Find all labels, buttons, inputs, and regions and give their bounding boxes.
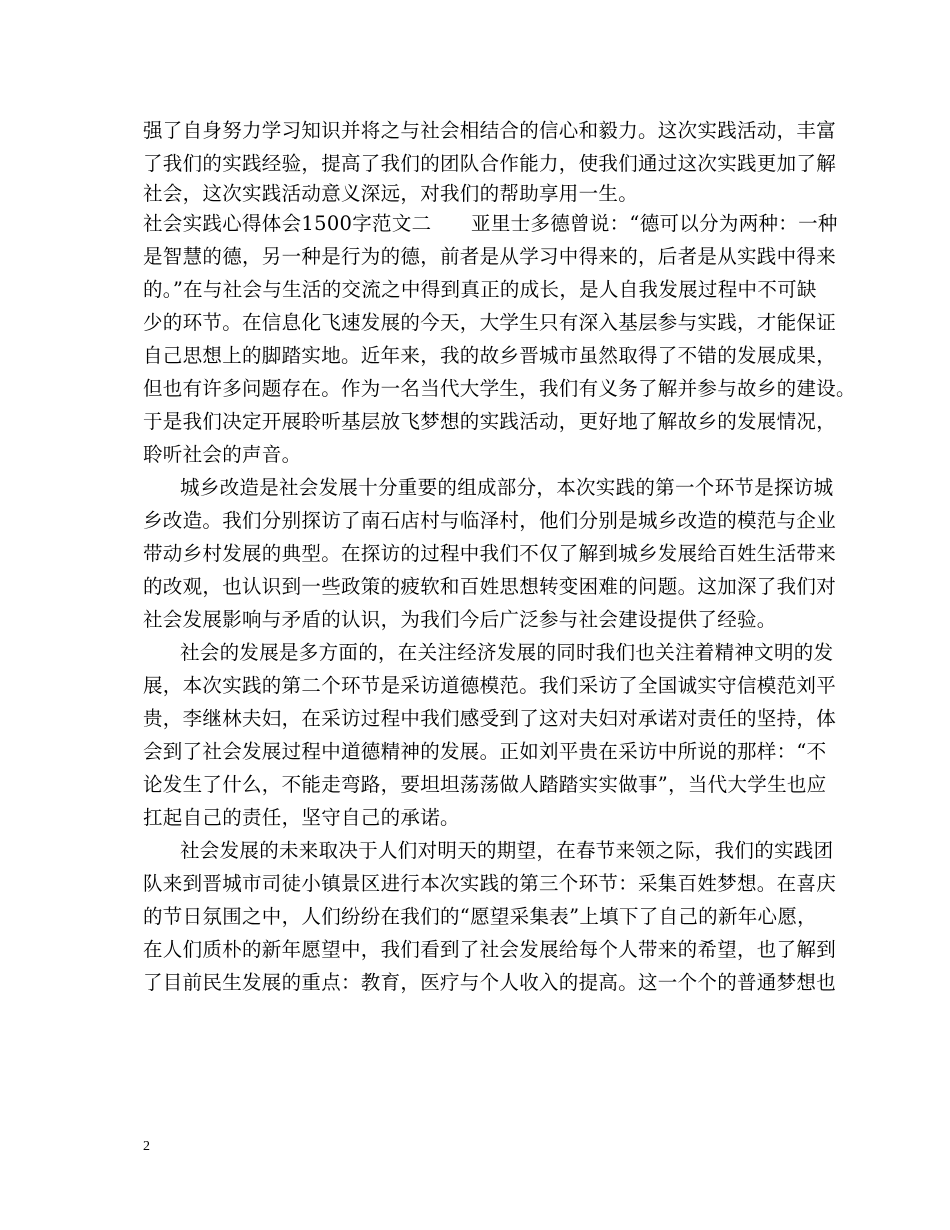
page-number: 2 [143, 1139, 150, 1154]
text-line: 队来到晋城市司徒小镇景区进行本次实践的第三个环节：采集百姓梦想。在喜庆 [143, 872, 837, 895]
body-text [143, 114, 856, 999]
text-line: 社会的发展是多方面的，在关注经济发展的同时我们也关注着精神文明的发 [180, 641, 834, 664]
text-line: 是智慧的德，另一种是行为的德，前者是从学习中得来的，后者是从实践中得来 [143, 245, 837, 268]
text-line: 论发生了什么，不能走弯路，要坦坦荡荡做人踏踏实实做事”，当代大学生也应 [143, 773, 827, 796]
text-line: 展，本次实践的第二个环节是采访道德模范。我们采访了全国诚实守信模范刘平 [143, 674, 837, 697]
text-line: 城乡改造是社会发展十分重要的组成部分，本次实践的第一个环节是探访城 [180, 476, 834, 499]
text-line: 少的环节。在信息化飞速发展的今天，大学生只有深入基层参与实践，才能保证 [143, 311, 837, 334]
text-line: 聆听社会的声音。 [143, 443, 302, 466]
text-line: 社会实践心得体会1500字范文二 亚里士多德曾说：“德可以分为两种：一种 [143, 212, 838, 235]
text-line: 贵，李继林夫妇，在采访过程中我们感受到了这对夫妇对承诺对责任的坚持，体 [143, 707, 837, 730]
text-line: 的改观，也认识到一些政策的疲软和百姓思想转变困难的问题。这加深了我们对 [143, 575, 837, 598]
text-line: 了我们的实践经验，提高了我们的团队合作能力，使我们通过这次实践更加了解 [143, 152, 837, 175]
text-line: 于是我们决定开展聆听基层放飞梦想的实践活动，更好地了解故乡的发展情况， [143, 410, 837, 433]
text-line: 扛起自己的责任，坚守自己的承诺。 [143, 806, 460, 829]
text-line: 自己思想上的脚踏实地。近年来，我的故乡晋城市虽然取得了不错的发展成果， [143, 344, 837, 367]
text-line: 乡改造。我们分别探访了南石店村与临泽村，他们分别是城乡改造的模范与企业 [143, 509, 837, 532]
text-line: 会到了社会发展过程中道德精神的发展。正如刘平贵在采访中所说的那样：“不 [143, 740, 827, 763]
text-line: 社会，这次实践活动意义深远，对我们的帮助享用一生。 [143, 182, 639, 205]
text-line: 带动乡村发展的典型。在探访的过程中我们不仅了解到城乡发展给百姓生活带来 [143, 542, 837, 565]
text-line: 了目前民生发展的重点：教育，医疗与个人收入的提高。这一个个的普通梦想也 [143, 971, 837, 994]
text-line: 的。”在与社会与生活的交流之中得到真正的成长，是人自我发展过程中不可缺 [143, 278, 817, 301]
text-line: 强了自身努力学习知识并将之与社会相结合的信心和毅力。这次实践活动，丰富 [143, 119, 837, 142]
text-line: 但也有许多问题存在。作为一名当代大学生，我们有义务了解并参与故乡的建设。 [143, 377, 856, 400]
text-line: 社会发展的未来取决于人们对明天的期望，在春节来领之际，我们的实践团 [180, 839, 834, 862]
text-line: 社会发展影响与矛盾的认识，为我们今后广泛参与社会建设提供了经验。 [143, 608, 777, 631]
text-line: 在人们质朴的新年愿望中，我们看到了社会发展给每个人带来的希望，也了解到 [143, 938, 837, 961]
text-line: 的节日氛围之中，人们纷纷在我们的“愿望采集表”上填下了自己的新年心愿， [143, 905, 817, 928]
